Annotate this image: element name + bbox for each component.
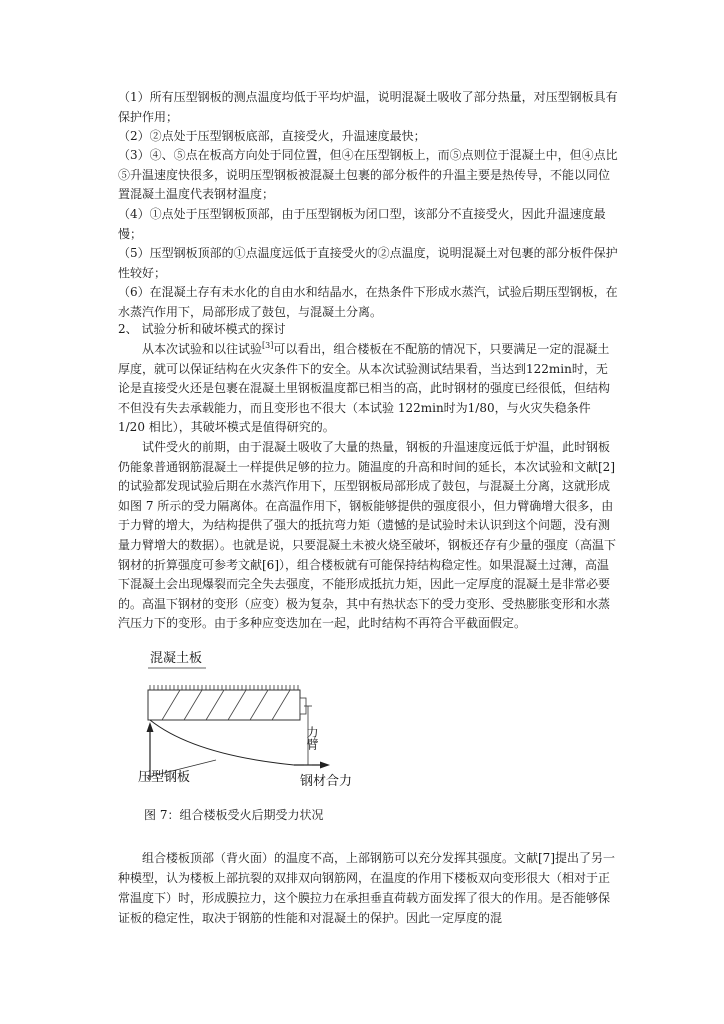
section-heading: 2、 试验分析和破坏模式的探讨 bbox=[118, 322, 286, 336]
steel-sheet-curve bbox=[150, 720, 294, 765]
lever-arm-label: 力臂 bbox=[305, 726, 319, 750]
finding-1: （1）所有压型钢板的测点温度均低于平均炉温，说明混凝土吸收了部分热量，对压型钢板具有保护作用； bbox=[118, 90, 618, 124]
finding-5: （5）压型钢板顶部的①点温度远低于直接受火的②点温度，说明混凝土对包裹的部分板件保护性较好； bbox=[118, 246, 618, 280]
citation-superscript: [3] bbox=[262, 341, 274, 350]
slab-top-hatching bbox=[150, 685, 298, 690]
paragraph-1-text-b: 可以看出，组合楼板在不配筋的情况下，只要满足一定的混凝土厚度，就可以保证结构在火灾条件下的安全。从本次试验测试结果看，当达到122min时，无论是直接受火还是包裹在混凝土里钢板温度都已相当的高，此时钢材的强度已经很低，但结构不但没有失去承载能力，而且变形也不很大（本试验 122min时为1/80，与火灾失稳条件 1/20 相比），其破坏模式是值得研究的。 bbox=[118, 342, 611, 435]
paragraph-1-text-a: 从本次试验和以往试验 bbox=[142, 342, 263, 356]
finding-3: （3）④、⑤点在板高方向处于同位置，但④在压型钢板上，而⑤点则位于混凝土中，但④点比⑤升温速度快很多，说明压型钢板被混凝土包裹的部分板件的升温主要是热传导，不能以同位置混凝土温度代表钢材温度； bbox=[118, 148, 618, 202]
paragraph-1 bbox=[118, 340, 618, 438]
finding-2: （2）②点处于压型钢板底部，直接受火，升温速度最快； bbox=[118, 129, 426, 143]
finding-6: （6）在混凝土存有未水化的自由水和结晶水，在热条件下形成水蒸汽，试验后期压型钢板，在水蒸汽作用下，局部形成了鼓包，与混凝土分离。 bbox=[118, 285, 618, 319]
figure-7-diagram bbox=[134, 640, 394, 795]
steel-force-label: 钢材合力 bbox=[300, 774, 353, 789]
paragraph-2: 试件受火的前期，由于混凝土吸收了大量的热量，钢板的升温速度远低于炉温，此时钢板仍能象普通钢筋混凝土一样提供足够的拉力。随温度的升高和时间的延长，本次试验和文献[2]的试验都发现试验后期在水蒸汽作用下，压型钢板局部形成了鼓包，与混凝土分离，这就形成如图 7 所示的受力隔离体。在高温作用下，钢板能够提供的强度很小，但力臂确增大很多，由于力臂的增大，为结构提供了强大的抵抗弯力矩（遗憾的是试验时未认识到这个问题，没有测量力臂增大的数据）。也就是说，只要混凝土未被火烧至破坏，钢板还存有少量的强度（高温下钢材的折算强度可参考文献[6]），组合楼板就有可能保持结构稳定性。如果混凝土过薄，高温下混凝土会出现爆裂而完全失去强度，不能形成抵抗力矩，因此一定厚度的混凝土是非常必要的。高温下钢材的变形（应变）极为复杂，其中有热状态下的受力变形、受热膨胀变形和水蒸汽压力下的变形。由于多种应变迭加在一起，此时结构不再符合平截面假定。 bbox=[118, 440, 617, 631]
steel-sheet-label: 压型钢板 bbox=[138, 770, 191, 785]
figure-caption: 图 7：组合楼板受火后期受力状况 bbox=[144, 808, 324, 822]
paragraph-3: 组合楼板顶部（背火面）的温度不高，上部钢筋可以充分发挥其强度。文献[7]提出了另一种模型，认为楼板上部抗裂的双排双向钢筋网，在温度的作用下楼板双向变形很大（相对于正常温度下）时，形成膜拉力，这个膜拉力在承担垂直荷载方面发挥了很大的作用。是否能够保证板的稳定性，取决于钢筋的性能和对混凝土的保护。因此一定厚度的混 bbox=[118, 851, 616, 925]
slab-section-hatching bbox=[162, 690, 290, 720]
finding-4: （4）①点处于压型钢板顶部，由于压型钢板为闭口型，该部分不直接受火，因此升温速度最慢； bbox=[118, 207, 606, 241]
slab-label: 混凝土板 bbox=[150, 651, 203, 666]
